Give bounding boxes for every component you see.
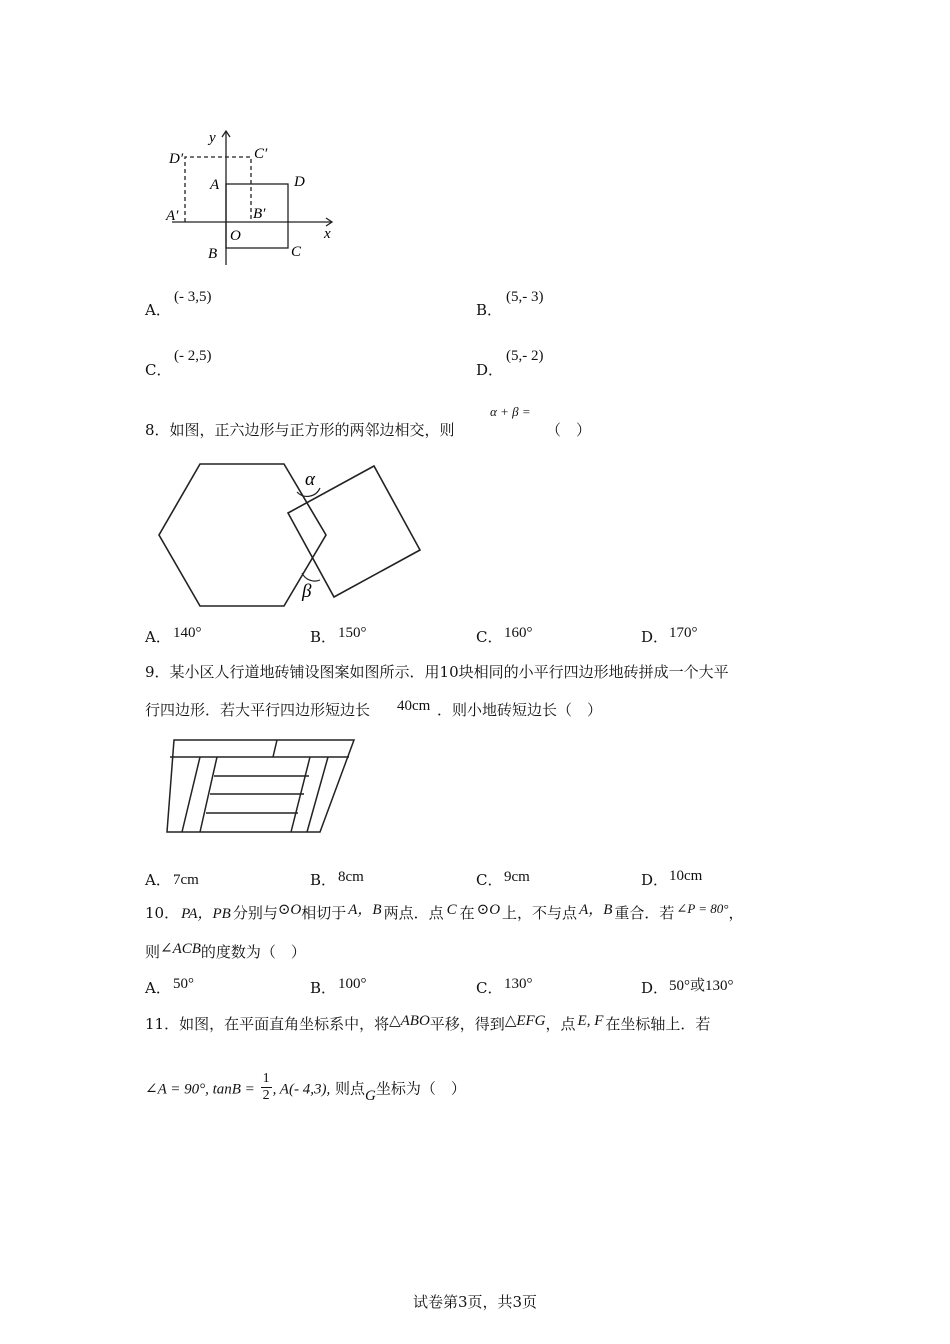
q11-condition-point: , A(- 4,3), bbox=[272, 1081, 331, 1098]
q9-stem-line1: 9．某小区人行道地砖铺设图案如图所示．用10块相同的小平行四边形地砖拼成一个大平 bbox=[145, 663, 729, 681]
q7-option-a[interactable] bbox=[145, 300, 171, 320]
label-C-prime: C′ bbox=[254, 146, 268, 162]
q10-point-a: A， bbox=[579, 902, 604, 918]
q10-option-a-value: 50° bbox=[173, 976, 194, 992]
q8-option-a[interactable] bbox=[145, 627, 171, 647]
q7-option-c-value: (- 2,5) bbox=[174, 348, 212, 364]
option-letter: A． bbox=[145, 628, 171, 646]
q10-point-c: C bbox=[446, 902, 457, 918]
option-letter: A． bbox=[145, 871, 171, 889]
label-D: D bbox=[294, 174, 305, 190]
q10-point-a: A， bbox=[348, 902, 373, 918]
option-letter: D． bbox=[641, 979, 669, 997]
q10-text: 两点．点 bbox=[383, 904, 444, 922]
q10-circle-o: ⊙O bbox=[476, 902, 501, 918]
label-D-prime: D′ bbox=[169, 151, 184, 167]
option-letter: B． bbox=[476, 301, 503, 319]
q10-text: ， bbox=[728, 904, 744, 922]
q10-angle-p: ∠P = 80° bbox=[676, 901, 729, 916]
label-x: x bbox=[324, 226, 331, 242]
q10-option-d-value: 50°或130° bbox=[669, 978, 734, 994]
q9-stem-line2b: ．则小地砖短边长（ ） bbox=[437, 701, 603, 719]
option-letter: D． bbox=[641, 628, 669, 646]
q11-text: 则点 bbox=[335, 1079, 366, 1098]
q11-condition: ∠A = 90°, tanB = bbox=[145, 1081, 255, 1098]
q10-text: 的度数为（ ） bbox=[200, 943, 306, 961]
option-letter: C． bbox=[145, 361, 172, 379]
q8-math: α + β = bbox=[490, 404, 531, 419]
q9-option-a-value: 7cm bbox=[173, 872, 199, 888]
page-footer: 试卷第3页，共3页 bbox=[412, 1293, 538, 1311]
q11-stem-line1 bbox=[145, 1014, 710, 1035]
option-letter: C． bbox=[476, 871, 503, 889]
q7-option-c[interactable] bbox=[145, 360, 171, 380]
q10-circle-o: ⊙O bbox=[277, 902, 302, 918]
q7-option-d-value: (5,- 2) bbox=[506, 348, 544, 364]
alpha-label: α bbox=[305, 469, 315, 490]
option-letter: C． bbox=[476, 628, 503, 646]
q10-stem-line1 bbox=[145, 903, 744, 924]
q8-option-c[interactable] bbox=[476, 627, 502, 647]
q9-option-b-value: 8cm bbox=[338, 869, 364, 885]
q9-option-a[interactable] bbox=[145, 870, 171, 890]
option-letter: B． bbox=[310, 628, 337, 646]
q8-stem: 8．如图，正六边形与正方形的两邻边相交，则 bbox=[145, 421, 455, 439]
label-y: y bbox=[209, 130, 216, 146]
q11-fraction bbox=[261, 1071, 272, 1104]
q11-stem-line2 bbox=[145, 1073, 466, 1106]
option-letter: B． bbox=[310, 979, 337, 997]
q10-option-c[interactable] bbox=[476, 978, 502, 998]
q9-tile-figure bbox=[160, 735, 360, 837]
beta-label: β bbox=[302, 581, 312, 602]
label-A: A bbox=[210, 177, 220, 193]
q10-angle-acb: ∠ACB bbox=[160, 941, 201, 957]
q11-text: 坐标为（ ） bbox=[375, 1079, 466, 1098]
option-letter: D． bbox=[641, 871, 669, 889]
label-B-prime: B′ bbox=[253, 206, 266, 222]
q7-option-d[interactable] bbox=[476, 360, 503, 380]
q8-option-b[interactable] bbox=[310, 627, 336, 647]
q9-option-d[interactable] bbox=[641, 870, 668, 890]
q7-option-a-value: (- 3,5) bbox=[174, 289, 212, 305]
q8-paren: （ ） bbox=[546, 421, 592, 439]
q11-point-g: G bbox=[365, 1087, 376, 1104]
q10-stem-line2 bbox=[145, 942, 306, 963]
q11-text: 11．如图，在平面直角坐标系中，将 bbox=[145, 1015, 390, 1033]
q10-text: 重合．若 bbox=[614, 904, 675, 922]
q10-text: 相切于 bbox=[301, 904, 347, 922]
q11-text: 平移，得到 bbox=[429, 1015, 505, 1033]
label-B: B bbox=[208, 246, 218, 262]
fraction-denominator: 2 bbox=[262, 1088, 270, 1103]
label-O: O bbox=[230, 228, 241, 244]
q10-option-b[interactable] bbox=[310, 978, 336, 998]
q9-option-c-value: 9cm bbox=[504, 869, 530, 885]
q11-triangle-abo: △ABO bbox=[389, 1013, 430, 1029]
q10-text: 分别与 bbox=[232, 904, 278, 922]
q8-option-a-value: 140° bbox=[173, 625, 202, 641]
q8-option-d[interactable] bbox=[641, 627, 668, 647]
option-letter: B． bbox=[310, 871, 337, 889]
q11-points-ef: E, F bbox=[577, 1013, 604, 1029]
q8-option-c-value: 160° bbox=[504, 625, 533, 641]
q11-text: ，点 bbox=[545, 1015, 576, 1033]
label-C: C bbox=[291, 244, 302, 260]
option-letter: A． bbox=[145, 979, 171, 997]
q10-num: 10． bbox=[145, 904, 180, 922]
q7-option-b[interactable] bbox=[476, 300, 502, 320]
label-A-prime: A′ bbox=[166, 208, 179, 224]
q10-text: 上，不与点 bbox=[502, 904, 578, 922]
q10-option-a[interactable] bbox=[145, 978, 171, 998]
q10-pa-pb: PA，PB bbox=[181, 906, 231, 922]
option-letter: A． bbox=[145, 301, 171, 319]
q7-option-b-value: (5,- 3) bbox=[506, 289, 544, 305]
q7-coordinate-figure bbox=[160, 125, 350, 270]
q9-stem-line2a: 行四边形．若大平行四边形短边长 bbox=[145, 701, 371, 719]
q10-option-b-value: 100° bbox=[338, 976, 367, 992]
q10-option-c-value: 130° bbox=[504, 976, 533, 992]
q9-option-c[interactable] bbox=[476, 870, 502, 890]
q10-point-b: B bbox=[603, 902, 613, 918]
q8-option-b-value: 150° bbox=[338, 625, 367, 641]
q10-text: 则 bbox=[145, 943, 161, 961]
fraction-numerator: 1 bbox=[262, 1071, 270, 1086]
q10-point-b: B bbox=[372, 902, 382, 918]
q10-text: 在 bbox=[459, 904, 475, 922]
option-letter: C． bbox=[476, 979, 503, 997]
q10-option-d[interactable] bbox=[641, 978, 668, 998]
q11-triangle-efg: △EFG bbox=[504, 1013, 546, 1029]
option-letter: D． bbox=[476, 361, 504, 379]
q9-option-b[interactable] bbox=[310, 870, 336, 890]
q11-text: 在坐标轴上．若 bbox=[605, 1015, 711, 1033]
q9-option-d-value: 10cm bbox=[669, 868, 703, 884]
q8-option-d-value: 170° bbox=[669, 625, 698, 641]
q8-hexagon-square-figure bbox=[150, 455, 440, 615]
q9-stem-line2-math: 40cm bbox=[397, 698, 431, 714]
